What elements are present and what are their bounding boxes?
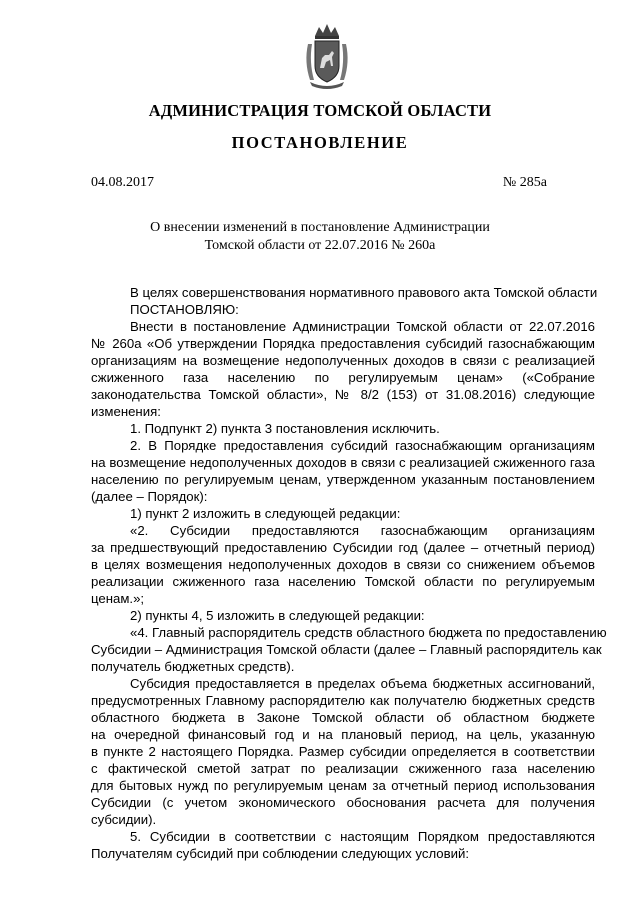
body-line: «4. Главный распорядитель средств областного бюджета по предоставлению <box>130 625 607 640</box>
organization-name: АДМИНИСТРАЦИЯ ТОМСКОЙ ОБЛАСТИ <box>148 101 492 120</box>
document-body <box>91 284 607 862</box>
body-line: Субсидии (с учетом экономического обоснования расчета для получения <box>91 795 595 810</box>
body-line: законодательства Томской области», № 8/2 (153) от 31.08.2016) следующие <box>91 387 595 402</box>
body-line: изменения: <box>91 404 161 419</box>
body-line: с фактической сметой затрат по реализации сжиженного газа населению <box>91 761 595 776</box>
document-date: 04.08.2017 <box>91 175 154 190</box>
body-line: № 260а «Об утверждении Порядка предоставления субсидий газоснабжающим <box>91 336 595 351</box>
body-line: Субсидия предоставляется в пределах объема бюджетных ассигнований, <box>130 676 595 691</box>
body-line: реализации сжиженного газа населению Томской области по регулируемым <box>91 574 595 589</box>
document-subject <box>0 219 640 255</box>
subject-line: О внесении изменений в постановление Администрации <box>150 220 490 235</box>
body-line: 1. Подпункт 2) пункта 3 постановления исключить. <box>130 421 440 436</box>
body-line: на возмещение недополученных доходов в связи с реализацией сжиженного газа <box>91 455 595 470</box>
body-line: 2. В Порядке предоставления субсидий газоснабжающим организациям <box>130 438 595 453</box>
document-number: № 285а <box>502 175 547 190</box>
body-line: 5. Субсидии в соответствии с настоящим Порядком предоставляются <box>130 829 595 844</box>
body-line: 1) пункт 2 изложить в следующей редакции: <box>130 506 401 521</box>
document-type: ПОСТАНОВЛЕНИЕ <box>231 133 409 152</box>
body-line: населению по регулируемым ценам, утвержденном указанным постановлением <box>91 472 595 487</box>
body-line: В целях совершенствования нормативного правового акта Томской области <box>130 285 598 300</box>
body-line: сжиженного газа населению по регулируемым ценам» («Собрание <box>91 370 595 385</box>
body-line: для бытовых нужд по регулируемым ценам за отчетный период использования <box>91 778 595 793</box>
body-line: (далее – Порядок): <box>91 489 208 504</box>
body-line: за предшествующий предоставлению Субсидии год (далее – отчетный период) <box>91 540 595 555</box>
coat-of-arms-icon <box>302 22 352 92</box>
body-line: получатель бюджетных средств). <box>91 659 295 674</box>
body-line: «2. Субсидии предоставляются газоснабжающим организациям <box>130 523 595 538</box>
body-line: Субсидии – Администрация Томской области (далее – Главный распорядитель как <box>91 642 602 657</box>
body-line: областного бюджета в Законе Томской области об областном бюджете <box>91 710 595 725</box>
body-line: ценам.»; <box>91 591 145 606</box>
body-line: в целях возмещения недополученных доходов в связи со снижением объемов <box>91 557 595 572</box>
body-line: в пункте 2 настоящего Порядка. Размер субсидии определяется в соответствии <box>91 744 595 759</box>
body-line: Внести в постановление Администрации Томской области от 22.07.2016 <box>130 319 595 334</box>
body-line: 2) пункты 4, 5 изложить в следующей редакции: <box>130 608 425 623</box>
body-line: организациям на возмещение недополученных доходов в связи с реализацией <box>91 353 595 368</box>
body-line: ПОСТАНОВЛЯЮ: <box>130 302 239 317</box>
subject-line: Томской области от 22.07.2016 № 260а <box>204 238 436 253</box>
body-line: Получателям субсидий при соблюдении следующих условий: <box>91 846 470 861</box>
body-line: предусмотренных Главному распорядителю как получателю бюджетных средств <box>91 693 595 708</box>
body-line: на очередной финансовый год и на плановый период, на цель, указанную <box>91 727 595 742</box>
body-line: субсидии). <box>91 812 157 827</box>
